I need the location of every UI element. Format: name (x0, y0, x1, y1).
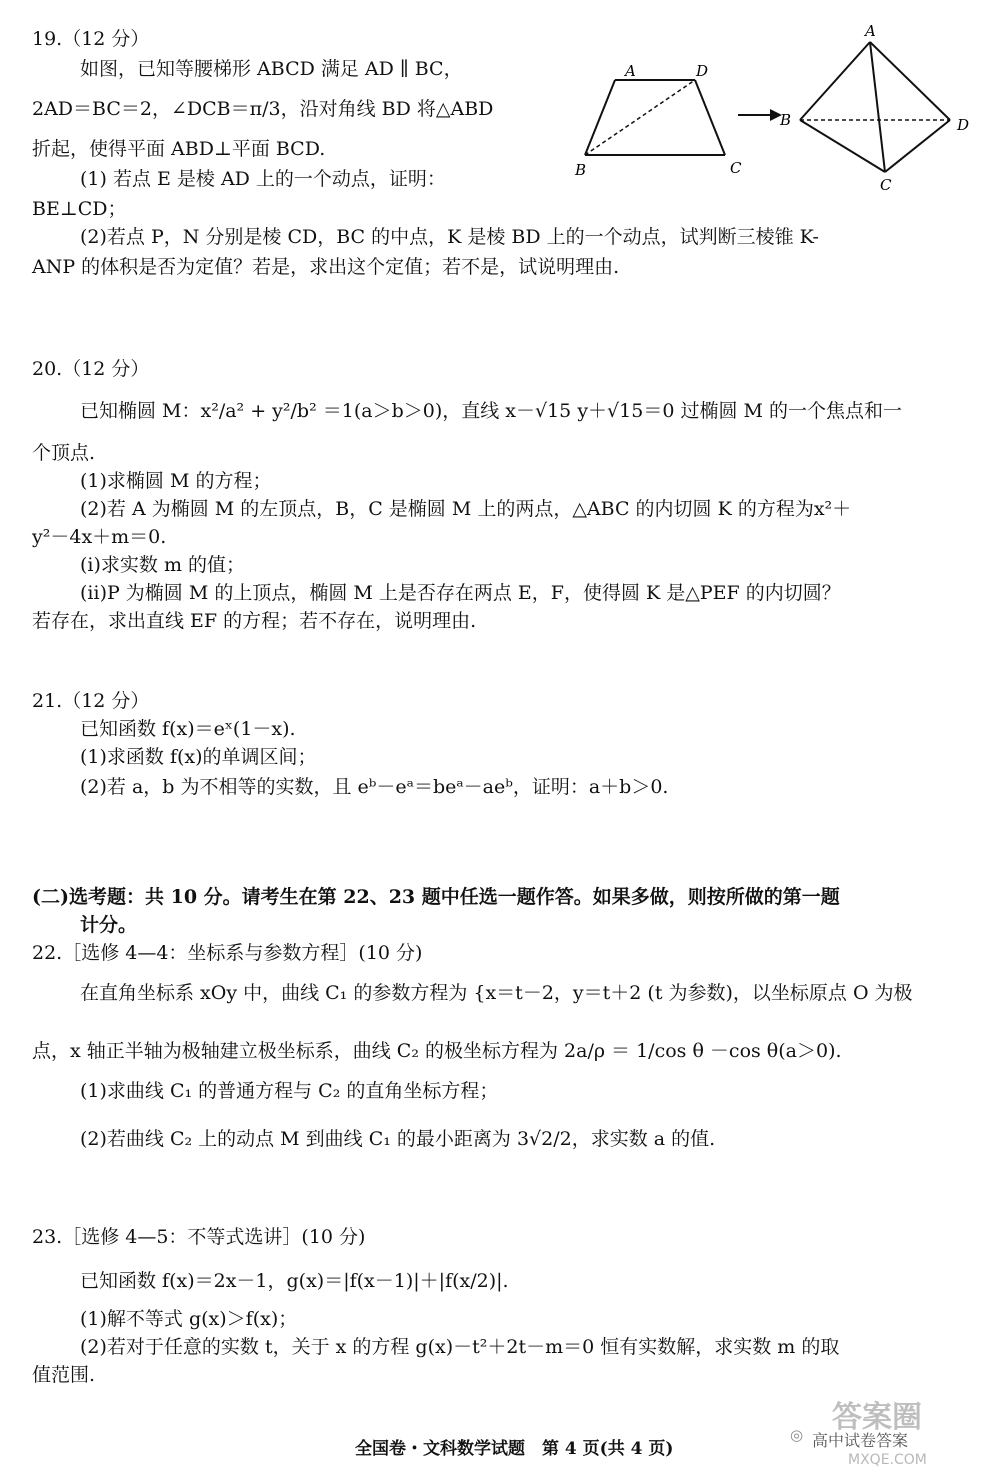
q20-line-4: (2)若 A 为椭圆 M 的左顶点，B，C 是椭圆 M 上的两点，△ABC 的内切圆 K 的方程为x²＋ (80, 498, 852, 520)
q19-line-2: 2AD＝BC＝2，∠DCB＝π/3，沿对角线 BD 将△ABD (32, 98, 494, 120)
section2-line-1: (二)选考题：共 10 分。请考生在第 22、23 题中任选一题作答。如果多做，则按所做的第一题 (32, 886, 840, 908)
pyr-label-c: C (880, 176, 892, 194)
q19-line-1: 如图，已知等腰梯形 ABCD 满足 AD ∥ BC， (80, 58, 463, 80)
q23-line-3: (2)若对于任意的实数 t，关于 x 的方程 g(x)－t²＋2t－m＝0 恒有实数解，求实数 m 的取 (80, 1336, 840, 1358)
q19-line-3: 折起，使得平面 ABD⊥平面 BCD. (32, 138, 326, 160)
q22-line-1: 在直角坐标系 xOy 中，曲线 C₁ 的参数方程为 {x＝t－2，y＝t＋2 (t 为参数)，以坐标原点 O 为极 (80, 982, 913, 1004)
trap-label-a: A (625, 62, 636, 80)
q23-line-4: 值范围. (32, 1364, 96, 1386)
q19-header: 19.（12 分） (32, 28, 150, 50)
q19-line-4: (1) 若点 E 是棱 AD 上的一个动点，证明： (80, 168, 446, 190)
watermark-text: 高中试卷答案 (812, 1431, 909, 1450)
q23-header: 23.［选修 4—5：不等式选讲］(10 分) (32, 1226, 366, 1248)
q21-header: 21.（12 分） (32, 690, 150, 712)
q22-header: 22.［选修 4—4：坐标系与参数方程］(10 分) (32, 942, 423, 964)
q20-line-6: (ⅰ)求实数 m 的值； (80, 554, 245, 576)
q21-line-2: (1)求函数 f(x)的单调区间； (80, 746, 317, 768)
q21-line-1: 已知函数 f(x)＝eˣ(1－x). (80, 718, 296, 740)
watermark-url: MXQE.COM (848, 1452, 927, 1468)
trapezoid-diagram (574, 62, 742, 179)
q19-figure (570, 20, 980, 200)
q22-line-3: (1)求曲线 C₁ 的普通方程与 C₂ 的直角坐标方程； (80, 1080, 499, 1102)
q23-line-2: (1)解不等式 g(x)＞f(x)； (80, 1308, 298, 1330)
watermark-icon: ◎ (790, 1426, 804, 1444)
page-footer: 全国卷・文科数学试题 第 4 页(共 4 页) (355, 1439, 674, 1459)
q23-line-1: 已知函数 f(x)＝2x－1，g(x)＝|f(x－1)|＋|f(x/2)|. (80, 1270, 509, 1292)
q19-line-5: BE⊥CD； (32, 198, 127, 220)
q21-line-3: (2)若 a，b 为不相等的实数，且 eᵇ－eᵃ＝beᵃ－aeᵇ，证明：a＋b＞0. (80, 776, 669, 798)
section2-line-2: 计分。 (80, 914, 138, 936)
q20-line-2: 个顶点. (32, 442, 96, 464)
q20-line-8: 若存在，求出直线 EF 的方程；若不存在，说明理由. (32, 610, 477, 632)
trap-label-b: B (575, 161, 587, 179)
q20-line-7: (ⅱ)P 为椭圆 M 的上顶点，椭圆 M 上是否存在两点 E，F，使得圆 K 是△PEF 的内切圆？ (80, 582, 841, 604)
q20-line-5: y²－4x＋m＝0. (32, 526, 167, 548)
q20-header: 20.（12 分） (32, 358, 150, 380)
q19-line-7: ANP 的体积是否为定值？若是，求出这个定值；若不是，试说明理由. (32, 256, 620, 278)
q22-line-2: 点，x 轴正半轴为极轴建立极坐标系，曲线 C₂ 的极坐标方程为 2a/ρ ＝ 1/cos θ －cos θ(a＞0). (32, 1040, 842, 1062)
pyr-label-b: B (780, 111, 792, 129)
fold-arrow-icon (738, 109, 782, 121)
watermark-logo: 答案圈 (832, 1400, 922, 1435)
pyramid-diagram (779, 22, 969, 194)
q20-line-1: 已知椭圆 M：x²/a² + y²/b² ＝1(a＞b＞0)，直线 x－√15 y＋√15＝0 过椭圆 M 的一个焦点和一 (80, 400, 902, 422)
q22-line-4: (2)若曲线 C₂ 上的动点 M 到曲线 C₁ 的最小距离为 3√2/2，求实数 a 的值. (80, 1128, 716, 1150)
q19-line-6: (2)若点 P，N 分别是棱 CD，BC 的中点，K 是棱 BD 上的一个动点，试判断三棱锥 K- (80, 226, 819, 248)
trap-label-c: C (730, 159, 742, 177)
trap-label-d: D (696, 62, 709, 80)
pyr-label-d: D (957, 116, 970, 134)
q20-line-3: (1)求椭圆 M 的方程； (80, 470, 272, 492)
pyr-label-a: A (865, 22, 876, 40)
